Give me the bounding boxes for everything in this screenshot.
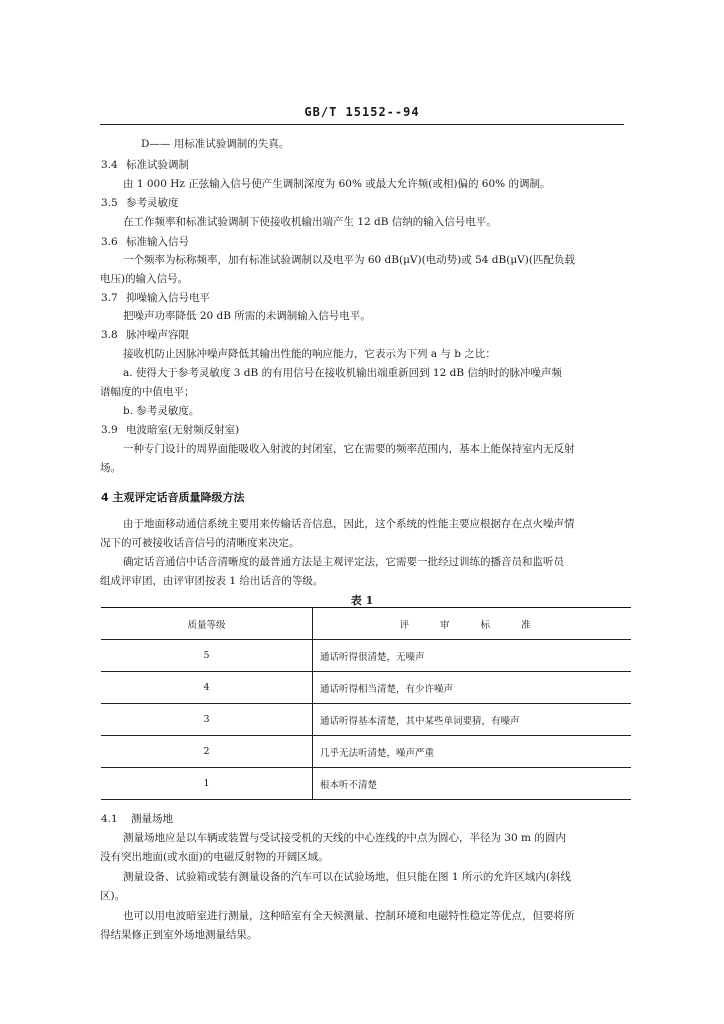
- table-row: [101, 704, 631, 736]
- criterion-cell: 通话听得很清楚，无噪声: [313, 640, 632, 672]
- clause-3-9-number: 3.9: [101, 424, 118, 436]
- clause-3-7-number: 3.7: [101, 292, 118, 304]
- clause-3-8-item-a-line2: 谱幅度的中值电平；: [100, 386, 195, 398]
- clause-3-6-number: 3.6: [101, 236, 118, 248]
- section-4-para2-line1: 确定话音通信中话音清晰度的最普通方法是主观评定法，它需要一批经过训练的播音员和监听员: [123, 556, 564, 568]
- clause-4-1-p3-line1: 也可以用电波暗室进行测量，这种暗室有全天候测量、控制环境和电磁特性稳定等优点，但要将所: [123, 910, 575, 922]
- clause-3-4-body: 由 1 000 Hz 正弦输入信号使产生调制深度为 60% 或最大允许频(或相)偏的 60% 的调制。: [123, 178, 551, 190]
- grade-cell: 5: [101, 640, 313, 672]
- table-1-caption: 表 1: [350, 594, 374, 607]
- table-1: [101, 607, 631, 800]
- clause-3-6-title: 标准输入信号: [126, 236, 189, 248]
- clause-3-6-body-line2: 电压)的输入信号。: [100, 273, 189, 285]
- clause-3-6-body-line1: 一个频率为标称频率，加有标准试验调制以及电平为 60 dB(μV)(电动势)或 54 dB(μV)(匹配负载: [123, 254, 575, 266]
- clause-3-8-body: 接收机防止因脉冲噪声降低其输出性能的响应能力，它表示为下列 a 与 b 之比：: [123, 348, 496, 360]
- grade-cell: 2: [101, 736, 313, 768]
- clause-4-1-p2-line1: 测量设备、试验箱或装有测量设备的汽车可以在试验场地，但只能在图 1 所示的允许区域内(斜线: [123, 871, 571, 883]
- clause-3-8-item-b: b. 参考灵敏度。: [123, 405, 200, 417]
- clause-3-5-number: 3.5: [101, 197, 118, 209]
- table-header-row: [101, 608, 631, 640]
- header-quality-grade: 质量等级: [101, 608, 313, 640]
- header-evaluation-criteria: 评 审 标 准: [313, 608, 632, 640]
- clause-3-9-title: 电波暗室(无射频反射室): [126, 424, 240, 436]
- clause-3-4-title: 标准试验调制: [126, 159, 189, 171]
- clause-4-1-p1-line1: 测量场地应是以车辆或装置与受试接受机的天线的中心连线的中点为圆心，半径为 30 m 的圆内: [123, 832, 566, 844]
- definition-D: D—— 用标准试验调制的失真。: [141, 138, 290, 150]
- clause-4-1-p1-line2: 没有突出地面(或水面)的电磁反射物的开阔区域。: [100, 851, 329, 863]
- clause-3-7-body: 把噪声功率降低 20 dB 所需的未调制输入信号电平。: [123, 310, 371, 322]
- clause-3-8-title: 脉冲噪声容限: [126, 329, 189, 341]
- clause-4-1-number: 4.1: [101, 813, 118, 825]
- clause-3-7-title: 抑噪输入信号电平: [126, 292, 210, 304]
- table-row: [101, 640, 631, 672]
- section-4-para1-line1: 由于地面移动通信系统主要用来传输话音信息，因此，这个系统的性能主要应根据存在点火噪声情: [123, 518, 575, 530]
- standard-number-header: GB/T 15152--94: [304, 105, 420, 119]
- clause-3-9-body-line2: 场。: [100, 462, 121, 474]
- clause-4-1-p2-line2: 区)。: [100, 890, 126, 902]
- table-row: [101, 672, 631, 704]
- grade-cell: 3: [101, 704, 313, 736]
- criterion-cell: 根本听不清楚: [313, 768, 632, 800]
- section-4-para1-line2: 况下的可被接收话音信号的清晰度来决定。: [100, 537, 300, 549]
- table-row: [101, 736, 631, 768]
- section-4-para2-line2: 组成评审团，由评审团按表 1 给出话音的等级。: [100, 575, 324, 587]
- grade-cell: 1: [101, 768, 313, 800]
- clause-3-5-title: 参考灵敏度: [126, 197, 179, 209]
- clause-4-1-title: 测量场地: [131, 813, 173, 825]
- clause-3-8-item-a-line1: a. 使得大于参考灵敏度 3 dB 的有用信号在接收机输出端重新回到 12 dB 信纳时的脉冲噪声频: [123, 367, 562, 379]
- table-row: [101, 768, 631, 800]
- section-4-heading: 4 主观评定话音质量降级方法: [101, 491, 245, 504]
- clause-3-9-body-line1: 一种专门设计的周界面能吸收入射波的封闭室，它在需要的频率范围内，基本上能保持室内无反射: [123, 443, 575, 455]
- clause-3-5-body: 在工作频率和标准试验调制下使接收机输出端产生 12 dB 信纳的输入信号电平。: [123, 216, 497, 228]
- criterion-cell: 通话听得相当清楚，有少许噪声: [313, 672, 632, 704]
- clause-3-4-number: 3.4: [101, 159, 118, 171]
- criterion-cell: 几乎无法听清楚，噪声严重: [313, 736, 632, 768]
- clause-3-8-number: 3.8: [101, 329, 118, 341]
- grade-cell: 4: [101, 672, 313, 704]
- clause-4-1-p3-line2: 得结果修正到室外场地测量结果。: [100, 929, 258, 941]
- header-rule: [100, 124, 624, 125]
- criterion-cell: 通话听得基本清楚，其中某些单词要猜，有噪声: [313, 704, 632, 736]
